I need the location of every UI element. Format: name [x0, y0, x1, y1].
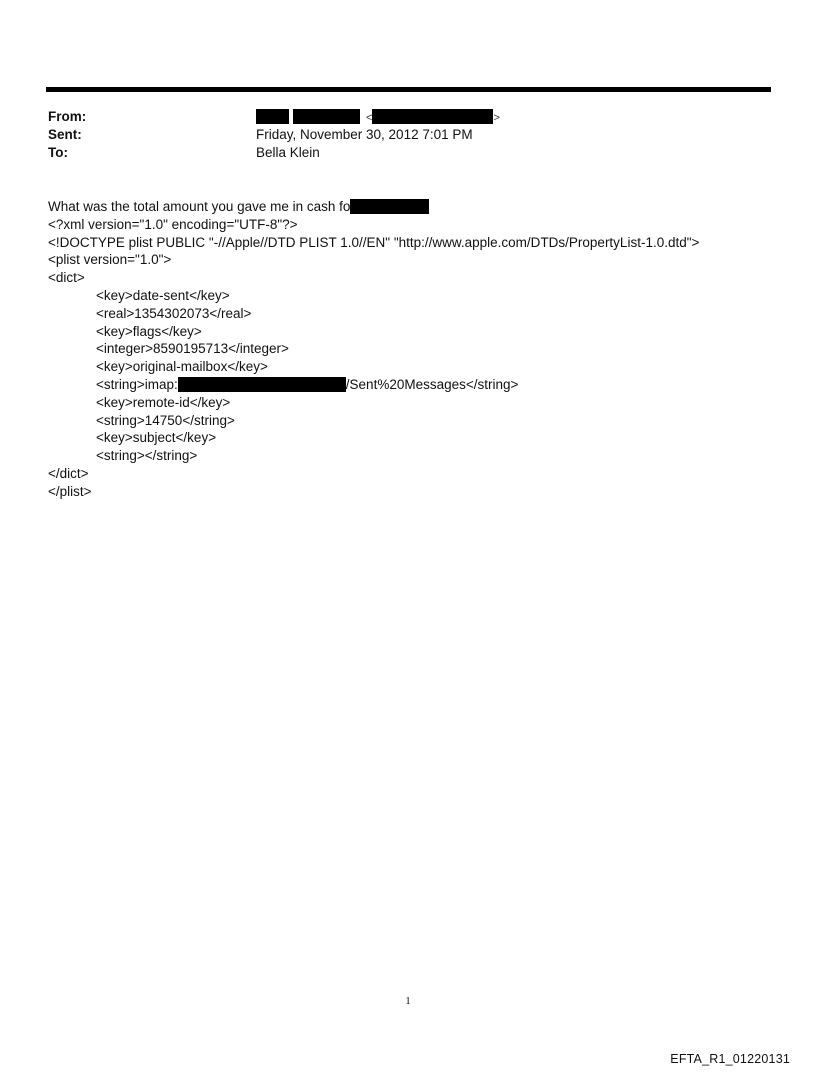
- plist-close-line: </plist>: [48, 483, 92, 499]
- sent-row: [48, 126, 748, 144]
- string-subject-line: <string></string>: [96, 448, 198, 464]
- from-value: [256, 108, 500, 127]
- email-close-bracket: >: [493, 112, 500, 124]
- sent-label: Sent:: [48, 127, 82, 142]
- dict-close-line: </dict>: [48, 465, 89, 481]
- page-number: 1: [405, 995, 411, 1007]
- dict-open-line: <dict>: [48, 270, 85, 286]
- from-label: From:: [48, 109, 87, 124]
- key-remote-id-line: <key>remote-id</key>: [96, 394, 231, 410]
- redaction-block: [293, 109, 360, 124]
- redaction-block: [256, 109, 289, 124]
- plist-open-line: <plist version="1.0">: [48, 252, 172, 268]
- string-remote-id-line: <string>14750</string>: [96, 412, 235, 428]
- header-divider-rule: [46, 87, 771, 92]
- redaction-block: [178, 377, 346, 392]
- real-value-line: <real>1354302073</real>: [96, 305, 252, 321]
- message-line: [48, 198, 788, 216]
- redaction-block: [350, 199, 429, 214]
- email-open-bracket: <: [366, 112, 373, 124]
- xml-declaration-line: <?xml version="1.0" encoding="UTF-8"?>: [48, 216, 298, 232]
- redaction-block: [372, 109, 493, 124]
- email-header: [48, 108, 748, 162]
- to-row: [48, 144, 748, 162]
- sent-value: Friday, November 30, 2012 7:01 PM: [256, 127, 473, 142]
- key-subject-line: <key>subject</key>: [96, 430, 217, 446]
- key-original-mailbox-line: <key>original-mailbox</key>: [96, 359, 268, 375]
- key-flags-line: <key>flags</key>: [96, 323, 202, 339]
- imap-suffix: /Sent%20Messages</string>: [345, 376, 519, 392]
- integer-value-line: <integer>8590195713</integer>: [96, 341, 289, 357]
- to-value: Bella Klein: [256, 145, 320, 160]
- from-row: [48, 108, 748, 126]
- message-text: What was the total amount you gave me in cash fo: [48, 199, 351, 214]
- string-imap-line: [48, 376, 788, 394]
- key-date-sent-line: <key>date-sent</key>: [96, 287, 230, 303]
- to-label: To:: [48, 145, 68, 160]
- imap-prefix: <string>imap:: [96, 376, 178, 392]
- doctype-line: <!DOCTYPE plist PUBLIC "-//Apple//DTD PLIST 1.0//EN" "http://www.apple.com/DTDs/PropertyList-1.0.dtd">: [48, 234, 700, 250]
- bates-number: EFTA_R1_01220131: [670, 1052, 790, 1066]
- email-body: [48, 198, 788, 501]
